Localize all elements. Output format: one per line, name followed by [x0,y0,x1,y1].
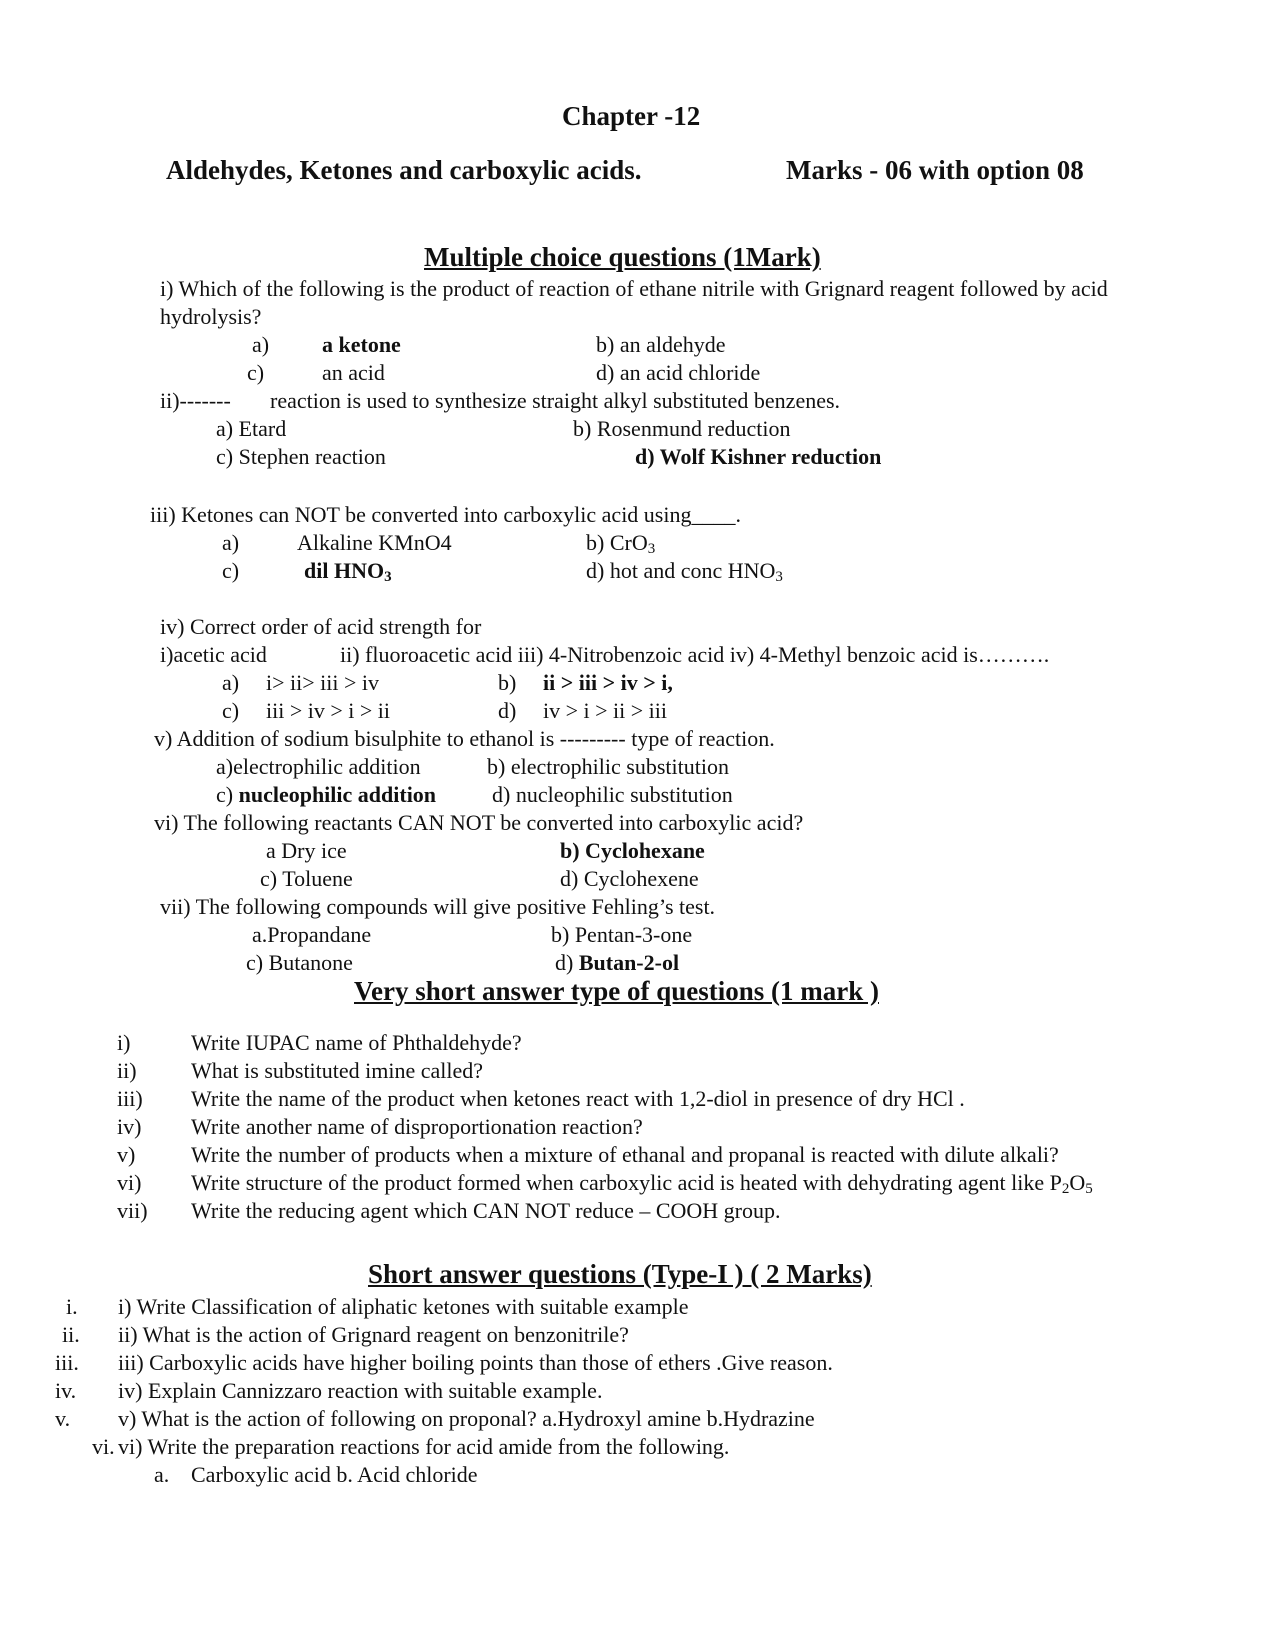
q5-option-c-answer: nucleophilic addition [238,782,437,807]
q1-option-c-text: an acid [322,360,385,385]
q1-option-a-label: a) [252,332,270,357]
subject-title: Aldehydes, Ketones and carboxylic acids. [166,155,642,185]
q1-option-b: b) an aldehyde [596,332,726,357]
vsa-item-2-text: What is substituted imine called? [191,1058,484,1083]
q2-option-a: a) Etard [216,416,287,441]
marks-info: Marks - 06 with option 08 [786,155,1084,185]
sa-subitem-label: a. [154,1462,170,1487]
q6-option-c: c) Toluene [260,866,353,891]
vsa-item-4-num: iv) [117,1114,142,1139]
q6-option-b-answer: b) Cyclohexane [560,838,705,863]
vsa-item-6-num: vi) [117,1170,142,1195]
q4-option-b-label: b) [498,670,517,695]
sa-item-3-num: iii. [55,1350,79,1375]
vsa-item-7-text: Write the reducing agent which CAN NOT reduce – COOH group. [191,1198,781,1223]
vsa-item-3-num: iii) [117,1086,143,1111]
q6-option-d: d) Cyclohexene [560,866,699,891]
vsa-item-5-num: v) [117,1142,136,1167]
q2-option-d-answer: d) Wolf Kishner reduction [635,444,882,469]
sa-item-1-text: i) Write Classification of aliphatic ketones with suitable example [118,1294,689,1319]
sa-subitem-text: Carboxylic acid b. Acid chloride [191,1462,478,1487]
q5-option-c: c) nucleophilic addition [216,782,437,807]
q3-option-a-label: a) [222,530,240,555]
q5-option-b: b) electrophilic substitution [487,754,729,779]
sa-item-4-text: iv) Explain Cannizzaro reaction with suitable example. [118,1378,603,1403]
q7-option-a: a.Propandane [252,922,372,947]
vsa-section-title: Very short answer type of questions (1 mark ) [354,976,879,1006]
mcq-section-title: Multiple choice questions (1Mark) [424,242,821,272]
q4-stem-line2-b: ii) fluoroacetic acid iii) 4-Nitrobenzoic acid iv) 4-Methyl benzoic acid is………. [340,642,1050,667]
vsa-item-3-text: Write the name of the product when ketones react with 1,2-diol in presence of dry HCl . [191,1086,965,1111]
vsa-item-4-text: Write another name of disproportionation reaction? [191,1114,643,1139]
q3-option-c-answer: dil $HNO_3$ [304,558,392,585]
sa-section-title: Short answer questions (Type-I ) ( 2 Marks) [368,1259,872,1289]
q4-option-a-label: a) [222,670,240,695]
q5-option-d: d) nucleophilic substitution [492,782,733,807]
q4-option-a-text: i> ii> iii > iv [266,670,380,695]
sa-item-4-num: iv. [55,1378,77,1403]
sa-item-1-num: i. [66,1294,78,1319]
q3-option-b: b) CrO$_3$ [586,530,656,557]
sa-item-2-num: ii. [62,1322,80,1347]
q4-option-c-label: c) [222,698,240,723]
q2-stem-text: reaction is used to synthesize straight alkyl substituted benzenes. [270,388,841,413]
q4-option-c-text: iii > iv > i > ii [266,698,391,723]
q2-option-c: c) Stephen reaction [216,444,386,469]
sa-item-6-num: vi. [92,1434,115,1459]
q1-stem-line2: hydrolysis? [160,304,262,329]
q1-option-d: d) an acid chloride [596,360,761,385]
q2-stem-label: ii)------- [160,388,231,413]
q7-option-c: c) Butanone [246,950,353,975]
sa-item-5-text: v) What is the action of following on proponal? a.Hydroxyl amine b.Hydrazine [118,1406,815,1431]
q7-option-b: b) Pentan-3-one [551,922,693,947]
vsa-item-6-text: Write structure of the product formed when carboxylic acid is heated with dehydrating agent like $P_2O_5$ [191,1170,1093,1197]
sa-item-6-text: vi) Write the preparation reactions for acid amide from the following. [118,1434,730,1459]
q5-stem: v) Addition of sodium bisulphite to ethanol is --------- type of reaction. [154,726,775,751]
vsa-item-2-num: ii) [117,1058,137,1083]
q3-option-d: d) hot and conc $HNO_3$ [586,558,783,585]
vsa-item-1-num: i) [117,1030,131,1055]
q6-option-a: a Dry ice [266,838,347,863]
q1-option-a-answer: a ketone [322,332,401,357]
q6-stem: vi) The following reactants CAN NOT be converted into carboxylic acid? [154,810,804,835]
sa-item-3-text: iii) Carboxylic acids have higher boiling points than those of ethers .Give reason. [118,1350,833,1375]
q7-option-d: d) Butan-2-ol [555,950,680,975]
q3-option-c-label: c) [222,558,240,583]
q4-option-d-text: iv > i > ii > iii [543,698,668,723]
q4-stem-line2-a: i)acetic acid [160,642,267,667]
q1-stem-line1: i) Which of the following is the product of reaction of ethane nitrile with Grignard reagent followed by acid [160,276,1108,301]
vsa-item-1-text: Write IUPAC name of Phthaldehyde? [191,1030,522,1055]
q4-option-d-label: d) [498,698,517,723]
q5-option-a: a)electrophilic addition [216,754,421,779]
q1-option-c-label: c) [247,360,265,385]
vsa-item-5-text: Write the number of products when a mixture of ethanal and propanal is reacted with dilute alkali? [191,1142,1059,1167]
q7-stem: vii) The following compounds will give positive Fehling’s test. [160,894,716,919]
sa-item-5-num: v. [55,1406,71,1431]
sa-item-2-text: ii) What is the action of Grignard reagent on benzonitrile? [118,1322,629,1347]
q4-option-b-answer: ii > iii > iv > i, [543,670,673,695]
q3-option-a-text: Alkaline KMnO4 [297,530,452,555]
vsa-item-7-num: vii) [117,1198,148,1223]
q7-option-d-answer: Butan-2-ol [578,950,680,975]
chapter-title: Chapter -12 [562,101,701,131]
q4-stem-line1: iv) Correct order of acid strength for [160,614,482,639]
q3-stem: iii) Ketones can NOT be converted into carboxylic acid using____. [150,502,741,527]
q2-option-b: b) Rosenmund reduction [573,416,791,441]
